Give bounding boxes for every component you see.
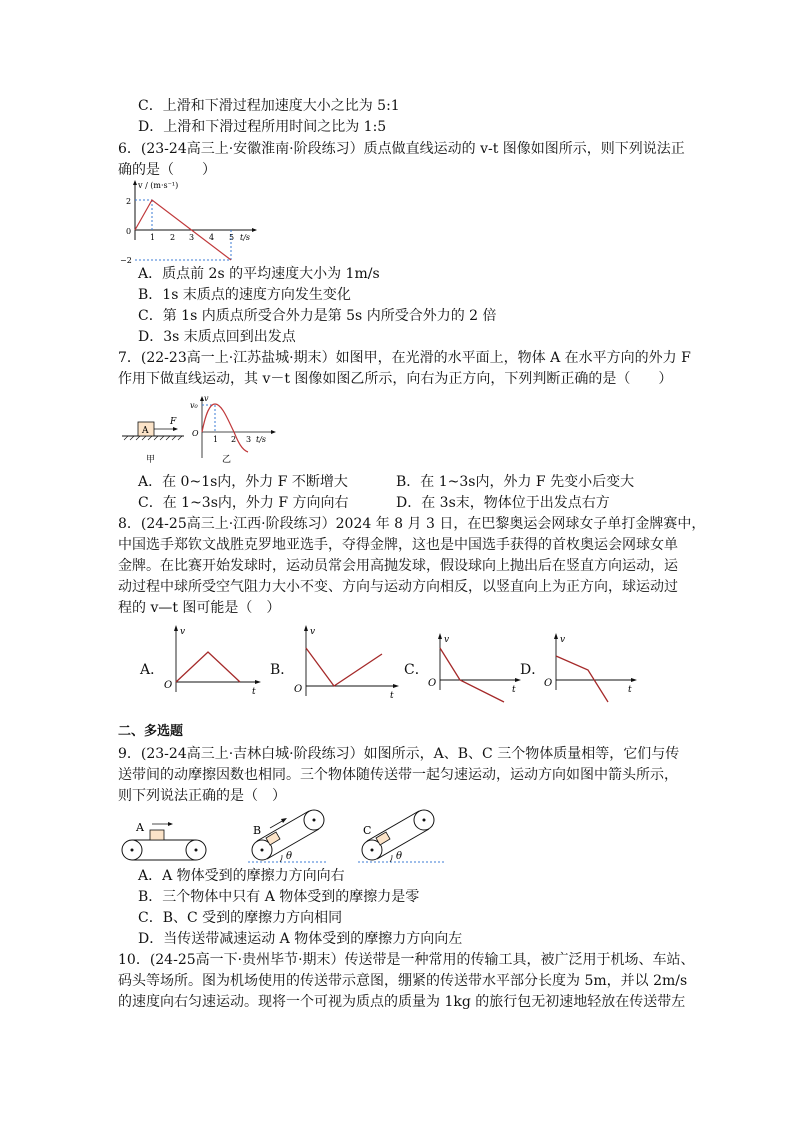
section-heading-multi-choice: 二、多选题 — [118, 724, 184, 739]
q7-block-label: A — [142, 426, 149, 436]
q8-b-v-label: v — [310, 627, 316, 637]
q7-v-label: v — [204, 394, 209, 403]
q7-x-arrow — [271, 430, 276, 434]
q6-xtick-5: 5 — [229, 233, 235, 242]
q8-option-a-graph — [162, 622, 262, 700]
q8-c-line — [440, 648, 504, 702]
q9-option-c: C．B、C 受到的摩擦力方向相同 — [138, 910, 343, 926]
q6-x-arrow — [252, 228, 257, 232]
q8-stem-line5: 程的 v—t 图可能是（ ） — [118, 600, 281, 616]
q8-stem-line2: 中国选手郑钦文战胜克罗地亚选手，夺得金牌，这也是中国选手获得的首枚奥运会网球女单 — [118, 537, 678, 553]
q6-xtick-1: 1 — [150, 233, 156, 242]
q10-stem-line1: 10．(24-25高一下·贵州毕节·期末）传送带是一种常用的传输工具，被广泛用于机场、车站、 — [118, 952, 695, 968]
q8-option-b-label: B． — [270, 662, 295, 678]
q9-stem-line1: 9．(23-24高三上·吉林白城·阶段练习）如图所示，A、B、C 三个物体质量相等，它们与传 — [118, 746, 680, 762]
q7-xtick-3: 3 — [246, 435, 252, 444]
q7-force-arrowhead — [173, 427, 178, 431]
q7-option-d: D．在 3s末，物体位于出发点右方 — [396, 495, 610, 511]
q6-y-arrow — [133, 180, 137, 185]
q8-c-v-label: v — [444, 635, 450, 645]
q8-stem-line4: 动过程中球所受空气阻力大小不变、方向与运动方向相反，以竖直向上为正方向，球运动过 — [118, 579, 678, 595]
q8-c-o-label: O — [428, 678, 437, 689]
q8-a-v-label: v — [180, 627, 186, 637]
q8-d-t-label: t — [628, 685, 632, 695]
q7-xtick-2: 2 — [231, 435, 237, 444]
q6-ylabel: v / (m·s⁻¹) — [138, 181, 179, 190]
q9-theta-c: θ — [396, 851, 403, 862]
q9-label-c: C — [363, 824, 372, 837]
q6-option-a: A．质点前 2s 的平均速度大小为 1m/s — [138, 266, 380, 282]
q6-ytick-neg2: −2 — [120, 256, 132, 264]
q7-label-yi: 乙 — [222, 455, 232, 465]
q6-ytick-2: 2 — [126, 197, 132, 206]
q7-stem-line2: 作用下做直线运动，其 v－t 图像如图乙所示，向右为正方向，下列判断正确的是（ ） — [118, 371, 673, 387]
q8-option-d-label: D． — [520, 662, 546, 678]
q6-xtick-4: 4 — [209, 233, 215, 242]
q8-d-line — [556, 656, 608, 702]
q8-b-o-label: O — [294, 684, 303, 695]
q9-belt-b — [248, 810, 328, 862]
q6-vt-graph — [118, 178, 258, 264]
q7-label-jia: 甲 — [146, 455, 156, 465]
q6-stem-line2: 确的是（ ） — [118, 162, 216, 178]
q8-a-o-label: O — [164, 680, 173, 691]
q7-xlabel: t/s — [256, 435, 267, 444]
q8-stem-line3: 金牌。在比赛开始发球时，运动员常会用高抛发球，假设球向上抛出后在竖直方向运动，运 — [118, 558, 678, 574]
q9-option-a: A．A 物体受到的摩擦力方向向右 — [138, 868, 345, 884]
q7-vt-curve — [202, 404, 248, 452]
q7-option-c: C．在 1~3s内，外力 F 方向向右 — [138, 495, 349, 511]
q8-option-a-label: A． — [140, 662, 165, 678]
q8-option-c-graph — [426, 630, 526, 704]
q6-option-c: C．第 1s 内质点所受合外力是第 5s 内所受合外力的 2 倍 — [138, 308, 497, 324]
q9-option-b: B．三个物体中只有 A 物体受到的摩擦力是零 — [138, 889, 420, 905]
q6-option-b: B．1s 末质点的速度方向发生变化 — [138, 287, 351, 303]
q6-stem-line1: 6．(23-24高三上·安徽淮南·阶段练习）质点做直线运动的 v-t 图像如图所示，则下列说法正 — [118, 141, 685, 157]
q8-stem-line1: 8．(24-25高三上·江西·阶段练习）2024 年 8 月 3 日，在巴黎奥运会网球女子单打金牌赛中， — [118, 516, 706, 532]
q5-option-c: C．上滑和下滑过程加速度大小之比为 5:1 — [138, 98, 400, 114]
q8-option-b-graph — [292, 622, 402, 700]
q9-stem-line2: 送带间的动摩擦因数也相同。三个物体随传送带一起匀速运动，运动方向如图中箭头所示， — [118, 767, 678, 783]
q7-xtick-1: 1 — [213, 435, 219, 444]
q10-stem-line3: 的速度向右匀速运动。现将一个可视为质点的质量为 1kg 的旅行包无初速地轻放在传送带左 — [118, 994, 686, 1010]
q6-xlabel: t/s — [240, 233, 251, 242]
q8-c-t-label: t — [512, 685, 516, 695]
q8-a-t-label: t — [252, 687, 256, 697]
q7-stem-line1: 7．(22-23高一上·江苏盐城·期末）如图甲，在光滑的水平面上，物体 A 在水平方向的外力 F — [118, 350, 691, 366]
q7-origin-label: O — [192, 429, 199, 438]
q9-belt-c — [358, 810, 444, 862]
q8-option-c-label: C． — [404, 662, 429, 678]
q8-a-line — [176, 652, 240, 682]
q6-xtick-3: 3 — [189, 233, 195, 242]
q7-v0-label: v₀ — [190, 401, 198, 410]
q9-conveyor-figure — [118, 808, 448, 866]
q7-ground-hatch — [124, 436, 182, 440]
q9-theta-b: θ — [286, 851, 293, 862]
q8-d-o-label: O — [544, 678, 553, 689]
q6-ytick-0: 0 — [126, 227, 132, 236]
q10-stem-line2: 码头等场所。图为机场使用的传送带示意图，绷紧的传送带水平部分长度为 5m，并以 2m/s — [118, 973, 688, 989]
q6-option-d: D．3s 末质点回到出发点 — [138, 329, 296, 345]
q8-b-t-label: t — [390, 691, 394, 700]
q5-option-d: D．上滑和下滑过程所用时间之比为 1:5 — [138, 119, 387, 135]
q7-figure — [118, 392, 278, 468]
q9-stem-line3: 则下列说法正确的是（ ） — [118, 788, 286, 804]
q7-force-label: F — [170, 417, 177, 427]
q6-xtick-2: 2 — [170, 233, 176, 242]
q8-b-line — [306, 648, 382, 686]
q9-belt-a — [122, 821, 206, 860]
q9-label-b: B — [253, 824, 262, 837]
q9-label-a: A — [136, 821, 144, 834]
q7-option-a: A．在 0~1s内，外力 F 不断增大 — [138, 474, 348, 490]
q8-d-v-label: v — [560, 635, 566, 645]
q9-option-d: D．当传送带减速运动 A 物体受到的摩擦力方向向左 — [138, 931, 463, 947]
q8-option-d-graph — [542, 630, 642, 704]
q7-option-b: B．在 1~3s内，外力 F 先变小后变大 — [396, 474, 635, 490]
